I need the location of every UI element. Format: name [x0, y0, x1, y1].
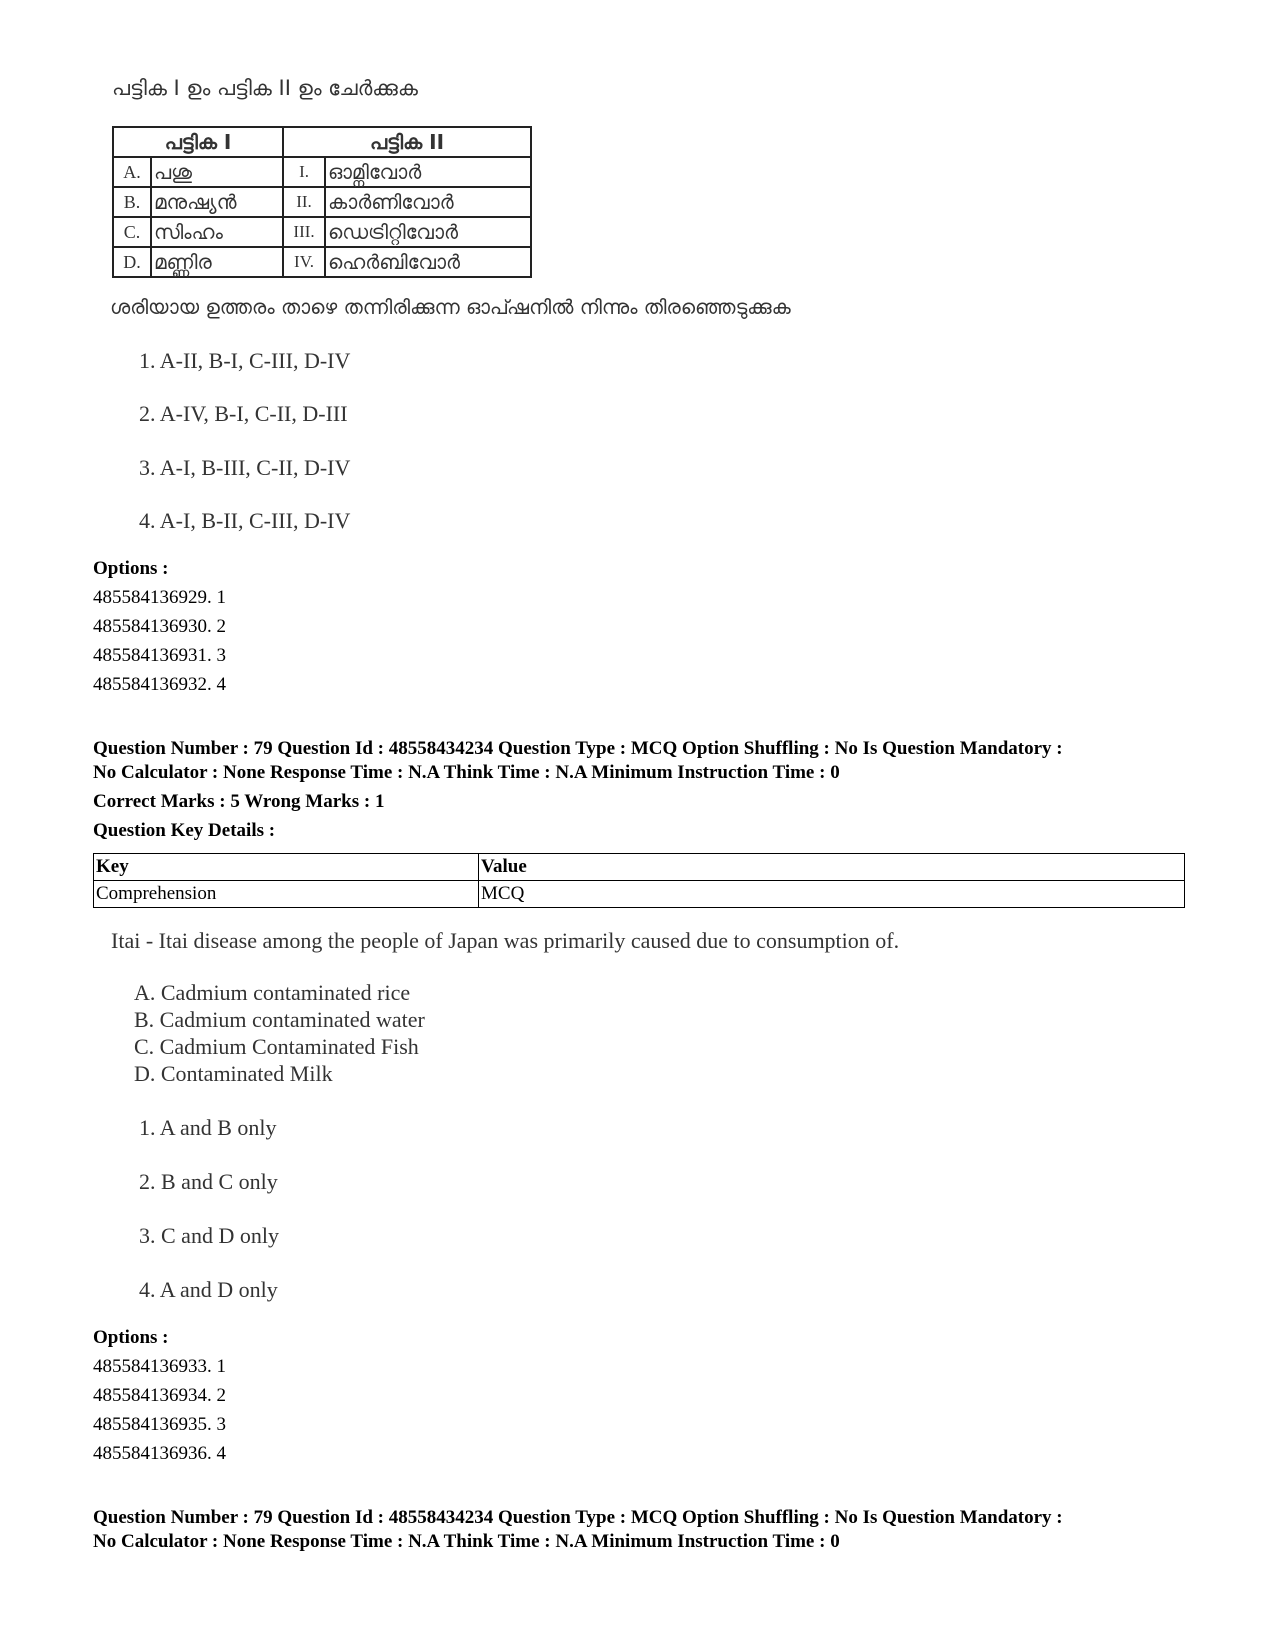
row-label: II. [283, 187, 325, 217]
row-item: പശു [151, 157, 283, 187]
column-header-list-2: പട്ടിക II [283, 127, 531, 157]
match-table-header [113, 127, 531, 157]
choice-item: 1. A and B only [139, 1115, 277, 1140]
question-meta-line: Question Number : 79 Question Id : 48558434234 Question Type : MCQ Option Shuffling : No Is Question Mandatory : [93, 1507, 1063, 1528]
row-label: D. [113, 247, 151, 277]
statement-item: A. Cadmium contaminated rice [134, 980, 411, 1005]
column-header-list-1: പട്ടിക I [113, 127, 283, 157]
table-row [113, 217, 531, 247]
option-id: 485584136929. 1 [93, 587, 226, 608]
options-label: Options : [93, 558, 169, 579]
row-item: ഹെർബിവോർ [325, 247, 531, 277]
key-details-label: Question Key Details : [93, 820, 276, 841]
option-id: 485584136935. 3 [93, 1414, 226, 1435]
row-item: ഡെട്രിറ്റിവോർ [325, 217, 531, 247]
option-id: 485584136934. 2 [93, 1385, 226, 1406]
value-cell: MCQ [479, 881, 1185, 908]
row-label: I. [283, 157, 325, 187]
choice-item: 4. A and D only [139, 1277, 278, 1302]
statement-item: D. Contaminated Milk [134, 1061, 333, 1086]
match-prompt: ശരിയായ ഉത്തരം താഴെ തന്നിരിക്കുന്ന ഓപ്ഷനിൽ നിന്നും തിരഞ്ഞെടുക്കുക [110, 295, 791, 319]
choice-item: 4. A-I, B-II, C-III, D-IV [139, 508, 351, 533]
value-header: Value [479, 854, 1185, 881]
option-id: 485584136932. 4 [93, 674, 226, 695]
row-item: ഓമ്നിവോർ [325, 157, 531, 187]
row-item: മനുഷ്യൻ [151, 187, 283, 217]
option-id: 485584136936. 4 [93, 1443, 226, 1464]
row-item: മണ്ണിര [151, 247, 283, 277]
key-header: Key [94, 854, 479, 881]
row-item: കാർണിവോർ [325, 187, 531, 217]
question-meta-line: No Calculator : None Response Time : N.A Think Time : N.A Minimum Instruction Time : 0 [93, 762, 840, 783]
match-table [112, 126, 532, 278]
key-cell: Comprehension [94, 881, 479, 908]
option-id: 485584136931. 3 [93, 645, 226, 666]
row-label: A. [113, 157, 151, 187]
match-instruction: പട്ടിക I ഉം പട്ടിക II ഉം ചേർക്കുക [112, 76, 418, 100]
row-label: IV. [283, 247, 325, 277]
row-item: സിംഹം [151, 217, 283, 247]
choice-item: 2. A-IV, B-I, C-II, D-III [139, 401, 348, 426]
question-text: Itai - Itai disease among the people of Japan was primarily caused due to consumption of. [111, 928, 900, 953]
marks-line: Correct Marks : 5 Wrong Marks : 1 [93, 791, 385, 812]
question-meta-line: No Calculator : None Response Time : N.A Think Time : N.A Minimum Instruction Time : 0 [93, 1531, 840, 1552]
table-row [113, 157, 531, 187]
options-label: Options : [93, 1327, 169, 1348]
choice-item: 1. A-II, B-I, C-III, D-IV [139, 348, 351, 373]
choice-item: 3. C and D only [139, 1223, 279, 1248]
option-id: 485584136930. 2 [93, 616, 226, 637]
question-meta-line: Question Number : 79 Question Id : 48558434234 Question Type : MCQ Option Shuffling : No Is Question Mandatory : [93, 738, 1063, 759]
choice-item: 2. B and C only [139, 1169, 278, 1194]
row-label: C. [113, 217, 151, 247]
table-row [94, 881, 1185, 908]
option-id: 485584136933. 1 [93, 1356, 226, 1377]
table-row [94, 854, 1185, 881]
choice-item: 3. A-I, B-III, C-II, D-IV [139, 455, 351, 480]
table-row [113, 187, 531, 217]
statement-item: B. Cadmium contaminated water [134, 1007, 425, 1032]
row-label: III. [283, 217, 325, 247]
key-details-table [93, 853, 1185, 908]
statement-item: C. Cadmium Contaminated Fish [134, 1034, 419, 1059]
row-label: B. [113, 187, 151, 217]
table-row [113, 247, 531, 277]
